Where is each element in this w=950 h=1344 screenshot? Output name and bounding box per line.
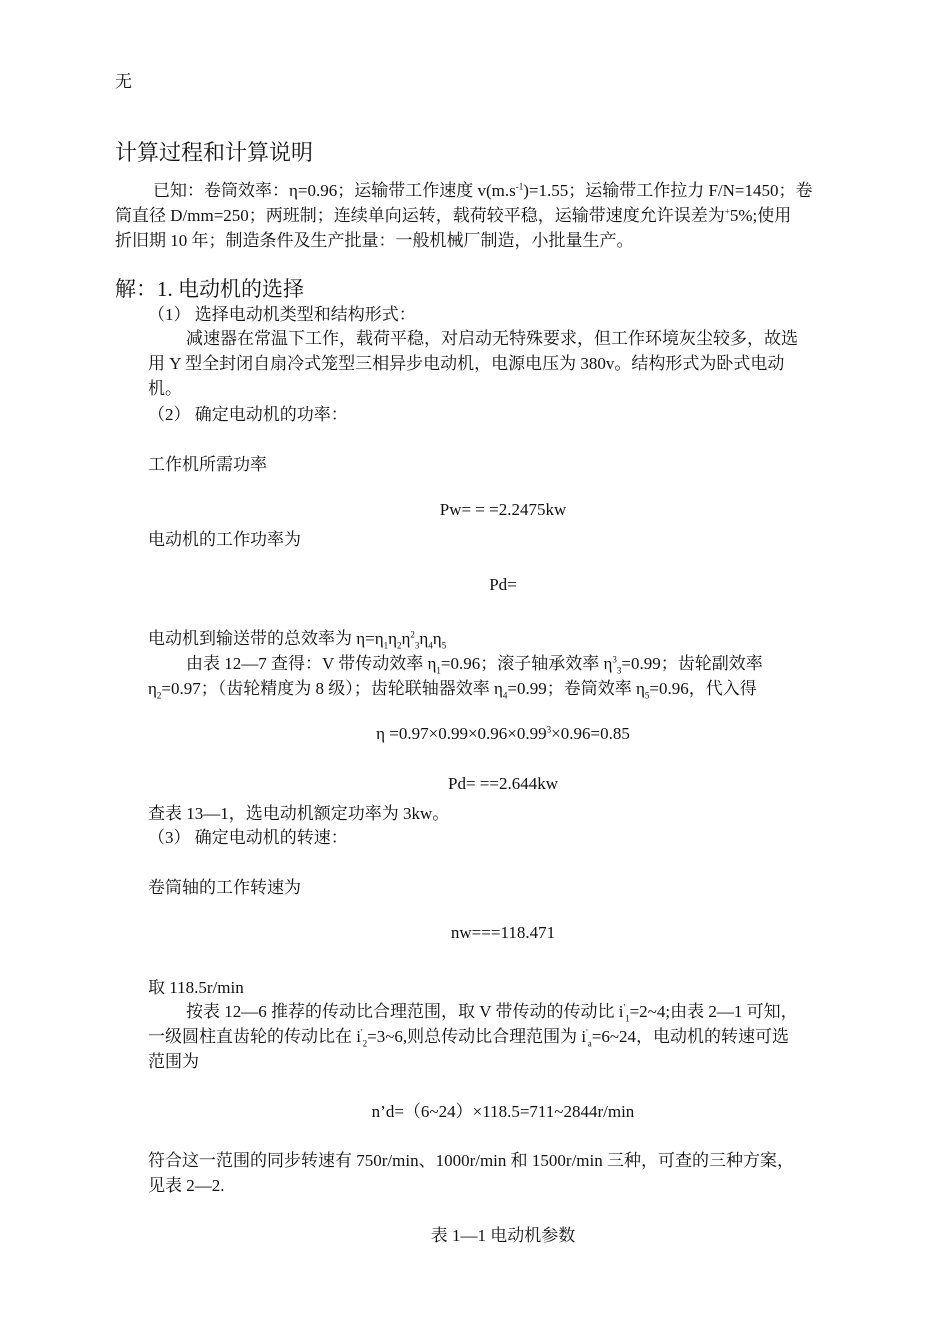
pw-formula: Pw= = =2.2475kw — [439, 500, 567, 519]
drum-speed-label: 卷筒轴的工作转速为 — [148, 878, 301, 897]
motor-power-label: 电动机的工作功率为 — [148, 530, 301, 549]
given-line-1: 已知：卷筒效率：η=0.96；运输带工作速度 $v(m.s^{-1})=1.55$；运输带工作拉力 F/N=1450；卷 — [153, 181, 813, 200]
page-title: 计算过程和计算说明 — [115, 140, 314, 165]
pd-calculation: Pd= ==2.644kw — [448, 774, 558, 793]
subsection-3-label: （3） 确定电动机的转速： — [148, 828, 348, 847]
header-mark: 无 — [115, 72, 132, 91]
section-heading-motor-selection: 解：1. 电动机的选择 — [115, 277, 304, 301]
sync-speed-line-1: 符合这一范围的同步转速有 750r/min、1000r/min 和 1500r/min 三种，可查的三种方案， — [148, 1151, 794, 1170]
efficiency-table-line-1: 由表 12—7 查得：V 带传动效率 $\eta_1=0.96$；滚子轴承效率 $\eta^3_3=0.99$；齿轮副效率 — [186, 654, 763, 676]
ratio-line-3: 范围为 — [148, 1052, 199, 1071]
ratio-line-1: 按表 12—6 推荐的传动比合理范围，取 V 带传动的传动比 $i'_1=2\sim 4$;由表 2—1 可知， — [186, 1002, 798, 1024]
take-speed: 取 118.5r/min — [148, 978, 244, 997]
nd-formula: n’d=（6~24）×118.5=711~2844r/min — [371, 1102, 635, 1121]
rated-power-selection: 查表 13—1，选电动机额定功率为 3kw。 — [148, 804, 450, 823]
pd-formula: Pd= — [489, 575, 517, 594]
nw-formula: nw===118.471 — [450, 923, 556, 942]
given-line-3: 折旧期 10 年；制造条件及生产批量：一般机械厂制造，小批量生产。 — [115, 231, 634, 250]
motor-type-line-3: 机。 — [148, 379, 182, 398]
sync-speed-line-2: 见表 2—2. — [148, 1176, 225, 1195]
eta-calculation: $\eta =0.97\times 0.99\times 0.96\times 0.99^3\times 0.96=0.85$ — [376, 724, 630, 743]
subsection-2-label: （2） 确定电动机的功率： — [148, 405, 348, 424]
given-line-2: 筒直径 D/mm=250；两班制；连续单向运转，载荷较平稳，运输带速度允许误差为+5%;使用 — [115, 206, 792, 225]
motor-type-line-2: 用 Y 型全封闭自扇冷式笼型三相异步电动机，电源电压为 380v。结构形式为卧式电动 — [148, 354, 785, 373]
ratio-line-2: 一级圆柱直齿轮的传动比在 $i'_2=3\sim 6$,则总传动比合理范围为 $i'_a=6\sim 24$，电动机的转速可选 — [148, 1027, 790, 1049]
table-caption: 表 1—1 电动机参数 — [430, 1226, 576, 1245]
subsection-1-label: （1） 选择电动机类型和结构形式： — [148, 305, 416, 324]
efficiency-table-line-2: $\eta_2=0.97$；（齿轮精度为 8 级）；齿轮联轴器效率 $\eta_4=0.99$；卷筒效率 $\eta_5=0.96$，代入得 — [148, 679, 757, 701]
work-power-label: 工作机所需功率 — [148, 455, 267, 474]
motor-type-line-1: 减速器在常温下工作，载荷平稳，对启动无特殊要求，但工作环境灰尘较多，故选 — [186, 329, 798, 348]
total-efficiency-line: 电动机到输送带的总效率为 $\eta=\eta_1\eta_2\eta^2_3\eta_4\eta_5$ — [148, 629, 447, 651]
